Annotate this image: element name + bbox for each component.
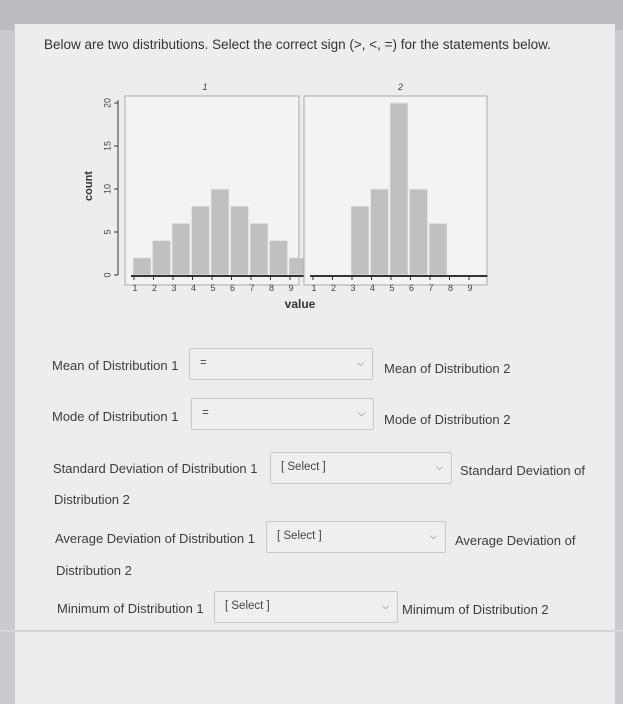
histogram-bar [211, 189, 229, 275]
avgdev-dist1-label-cont: Distribution 2 [56, 563, 132, 578]
y-tick-label: 0 [102, 272, 113, 278]
x-tick-label: 2 [330, 283, 337, 293]
stddev-select[interactable] [270, 452, 452, 484]
mode-select[interactable] [191, 398, 374, 430]
x-tick-label: 5 [210, 283, 216, 293]
avgdev-dist1-label: Average Deviation of Distribution 1 [55, 531, 255, 546]
histogram-bar [133, 258, 151, 275]
histogram-bar [410, 189, 428, 275]
x-tick-label: 8 [268, 283, 275, 293]
x-axis-title: value [284, 297, 316, 311]
y-axis-title: count [83, 171, 95, 201]
x-tick-label: 4 [190, 283, 197, 293]
min-dist2-label: Minimum of Distribution 2 [402, 602, 549, 617]
y-tick-label: 5 [102, 229, 113, 235]
stddev-dist1-label: Standard Deviation of Distribution 1 [53, 461, 258, 476]
histogram-bar [192, 206, 210, 275]
x-tick-label: 9 [467, 283, 473, 293]
stddev-dist1-label-cont: Distribution 2 [54, 492, 130, 507]
chevron-down-icon: ⌵ [382, 601, 389, 611]
stddev-dist2-label: Standard Deviation of [460, 463, 586, 478]
x-tick-label: 7 [249, 283, 255, 293]
x-tick-label: 7 [428, 283, 434, 293]
x-tick-label: 5 [389, 283, 395, 293]
mode-select-value: = [202, 407, 209, 419]
chevron-down-icon: ⌵ [358, 408, 365, 418]
chevron-down-icon: ⌵ [436, 462, 443, 472]
x-tick-label: 3 [171, 283, 177, 293]
histogram-bar [351, 206, 369, 275]
mean-select-value: = [200, 357, 207, 369]
x-tick-label: 2 [151, 283, 158, 293]
x-tick-label: 1 [132, 283, 138, 293]
histogram-bar [371, 189, 389, 275]
x-tick-label: 6 [229, 283, 236, 293]
histogram-bar [172, 223, 190, 275]
distribution-chart [0, 0, 623, 330]
x-tick-label: 6 [408, 283, 415, 293]
histogram-bar [231, 206, 249, 275]
stddev-select-value: [ Select ] [281, 461, 326, 473]
histogram-bar [250, 223, 268, 275]
avgdev-select-value: [ Select ] [277, 530, 322, 542]
section-divider [0, 630, 623, 632]
x-tick-label: 3 [350, 283, 356, 293]
min-select[interactable] [214, 591, 398, 623]
histogram-bar [270, 241, 288, 275]
min-select-value: [ Select ] [225, 600, 270, 612]
avgdev-select[interactable] [266, 521, 446, 553]
y-tick-label: 20 [102, 97, 113, 109]
y-tick-label: 15 [102, 140, 113, 152]
mean-dist1-label: Mean of Distribution 1 [52, 358, 179, 373]
mean-dist2-label: Mean of Distribution 2 [384, 361, 511, 376]
mode-dist1-label: Mode of Distribution 1 [52, 409, 179, 424]
histogram-bar [390, 103, 408, 275]
min-dist1-label: Minimum of Distribution 1 [57, 601, 204, 616]
panel-title-1: 1 [202, 82, 208, 92]
x-tick-label: 8 [447, 283, 454, 293]
chevron-down-icon: ⌵ [430, 531, 437, 541]
mean-select[interactable] [189, 348, 373, 380]
x-tick-label: 9 [288, 283, 294, 293]
x-tick-label: 1 [311, 283, 317, 293]
x-tick-label: 4 [369, 283, 376, 293]
chevron-down-icon: ⌵ [357, 358, 364, 368]
histogram-bar [429, 223, 447, 275]
panel-title-2: 2 [397, 82, 404, 92]
avgdev-dist2-label: Average Deviation of [455, 533, 576, 548]
histogram-bar [153, 241, 171, 275]
y-tick-label: 10 [102, 183, 113, 195]
mode-dist2-label: Mode of Distribution 2 [384, 412, 511, 427]
question-text: Below are two distributions. Select the correct sign (>, <, =) for the statements below. [44, 37, 551, 52]
